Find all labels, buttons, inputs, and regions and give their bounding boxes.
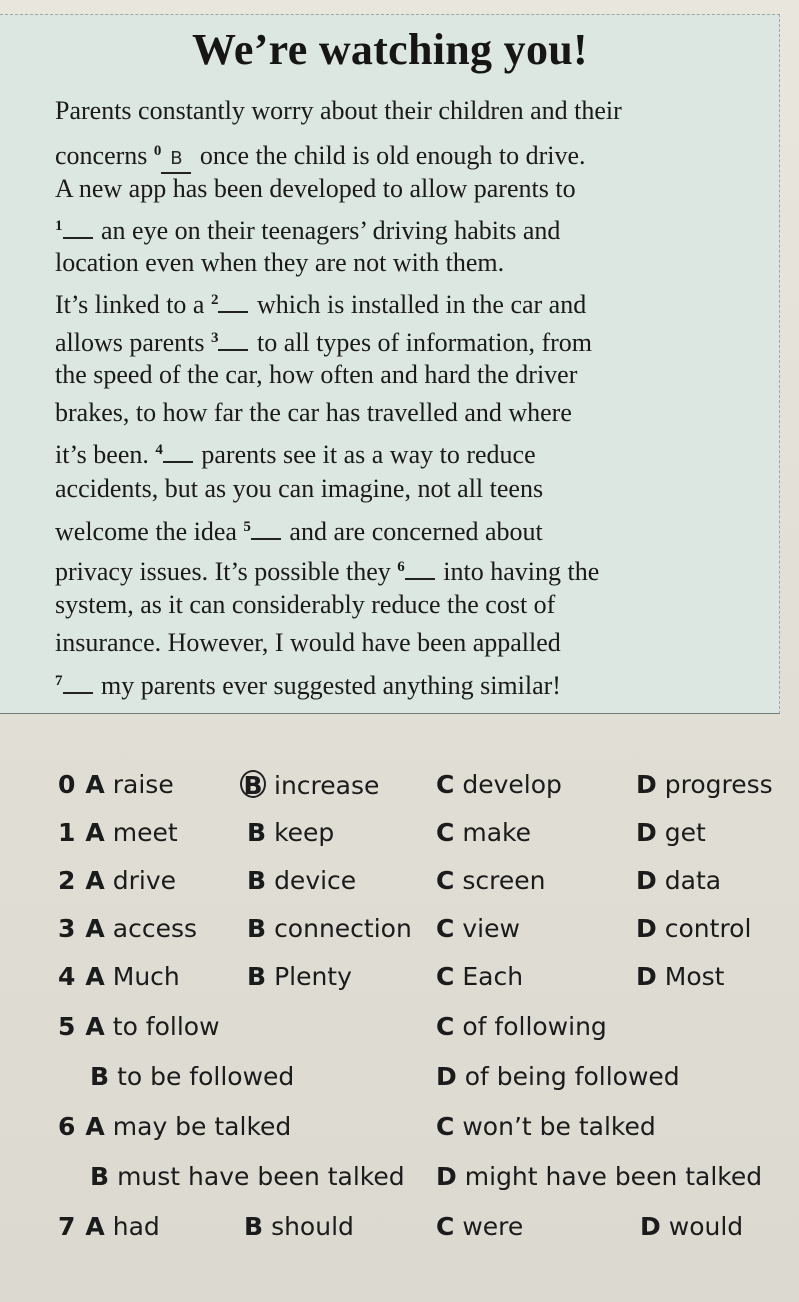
passage-line-13: privacy issues. It’s possible they $^6$ into having the <box>55 557 600 586</box>
gap-number-2: 2 <box>210 292 219 308</box>
passage-line-10: it’s been. $^4$ parents see it as a way to reduce <box>55 440 536 469</box>
gap-3-blank[interactable] <box>218 329 248 351</box>
passage-line-14: system, as it can considerably reduce the cost of <box>55 590 556 619</box>
gap-2-blank[interactable] <box>218 291 248 313</box>
passage-line-6: It’s linked to a $^2$ which is installed in the car and <box>55 290 587 319</box>
question-5-option-c[interactable]: C of following <box>436 1012 607 1041</box>
gap-7-blank[interactable] <box>63 672 93 694</box>
page-title: We’re watching you! <box>192 25 588 74</box>
passage-line-3: A new app has been developed to allow parents to <box>55 174 576 203</box>
passage-line-15: insurance. However, I would have been appalled <box>55 628 561 657</box>
question-4-option-d[interactable]: D Most <box>636 962 725 991</box>
gap-0-answer[interactable]: B <box>161 148 191 174</box>
passage-line-2: concerns $^0$ B once the child is old enough to drive. <box>55 136 586 174</box>
question-2-option-b[interactable]: B device <box>247 866 357 895</box>
gap-1-blank[interactable] <box>63 217 93 239</box>
question-6-option-c[interactable]: C won’t be talked <box>436 1112 656 1141</box>
question-1-option-c[interactable]: C make <box>436 818 531 847</box>
question-5-option-b[interactable]: B to be followed <box>90 1062 295 1091</box>
question-2-option-a[interactable]: 2 A drive <box>58 866 177 895</box>
question-7-option-b[interactable]: B should <box>244 1212 354 1241</box>
question-7-option-d[interactable]: D would <box>640 1212 744 1241</box>
passage-line-4: $^1$ an eye on their teenagers’ driving habits and <box>55 216 561 245</box>
gap-number-0: 0 <box>153 143 162 159</box>
passage-line-7: allows parents $^3$ to all types of information, from <box>55 328 593 357</box>
gap-number-3: 3 <box>210 330 219 346</box>
gap-6-blank[interactable] <box>405 558 435 580</box>
gap-number-4: 4 <box>155 442 163 458</box>
question-4-option-b[interactable]: B Plenty <box>247 962 352 991</box>
question-6-option-a[interactable]: 6 A may be talked <box>58 1112 292 1141</box>
question-4-option-a[interactable]: 4 A Much <box>58 962 180 991</box>
question-2-option-c[interactable]: C screen <box>436 866 546 895</box>
passage-line-5: location even when they are not with them. <box>55 248 505 277</box>
question-6-option-b[interactable]: B must have been talked <box>90 1162 405 1191</box>
question-3-option-b[interactable]: B connection <box>247 914 412 943</box>
gap-number-5: 5 <box>243 519 251 535</box>
question-1-option-a[interactable]: 1 A meet <box>58 818 178 847</box>
question-1-option-d[interactable]: D get <box>636 818 706 847</box>
gap-4-blank[interactable] <box>163 441 193 463</box>
passage-line-8: the speed of the car, how often and hard the driver <box>55 360 578 389</box>
question-5-option-a[interactable]: 5 A to follow <box>58 1012 220 1041</box>
question-3-option-d[interactable]: D control <box>636 914 752 943</box>
question-5-option-d[interactable]: D of being followed <box>436 1062 680 1091</box>
question-1-option-b[interactable]: B keep <box>247 818 335 847</box>
question-6-option-d[interactable]: D might have been talked <box>436 1162 763 1191</box>
gap-number-1: 1 <box>55 218 63 234</box>
question-0-option-c[interactable]: C develop <box>436 770 562 799</box>
question-3-option-c[interactable]: C view <box>436 914 520 943</box>
question-2-option-d[interactable]: D data <box>636 866 722 895</box>
question-7-option-c[interactable]: C were <box>436 1212 524 1241</box>
gap-number-6: 6 <box>397 559 405 575</box>
passage-line-16: $^7$ my parents ever suggested anything similar! <box>55 671 561 700</box>
selected-answer-circle: B <box>240 770 266 798</box>
question-7-option-a[interactable]: 7 A had <box>58 1212 160 1241</box>
gap-5-blank[interactable] <box>251 518 281 540</box>
question-4-option-c[interactable]: C Each <box>436 962 524 991</box>
passage-line-9: brakes, to how far the car has travelled and where <box>55 398 572 427</box>
question-0-option-a[interactable]: 0 A raise <box>58 770 174 799</box>
passage-line-12: welcome the idea $^5$ and are concerned about <box>55 517 543 546</box>
passage-line-1: Parents constantly worry about their children and their <box>55 96 622 125</box>
question-0-option-b[interactable]: B increase <box>244 770 379 801</box>
passage-line-11: accidents, but as you can imagine, not all teens <box>55 474 544 503</box>
question-0-option-d[interactable]: D progress <box>636 770 773 799</box>
gap-number-7: 7 <box>55 673 63 689</box>
question-3-option-a[interactable]: 3 A access <box>58 914 198 943</box>
